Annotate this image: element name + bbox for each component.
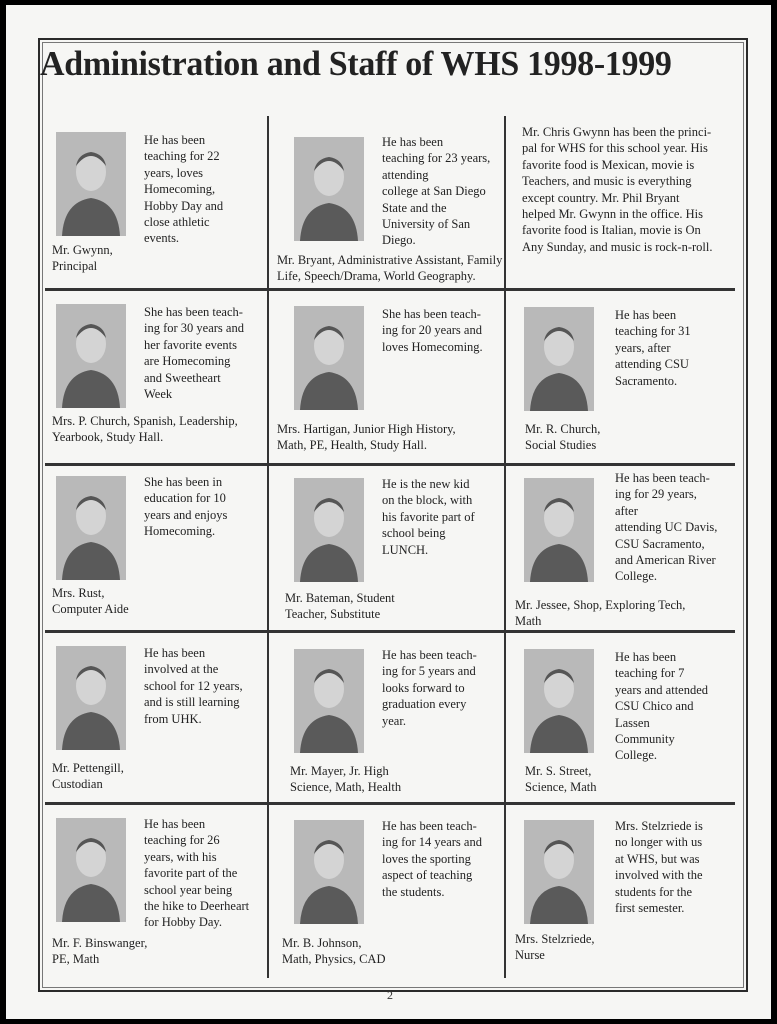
staff-bio bbox=[382, 818, 482, 900]
staff-bio bbox=[522, 124, 712, 255]
bio-line: involved at the bbox=[144, 662, 219, 677]
bio-line: Homecoming. bbox=[144, 524, 216, 539]
staff-name bbox=[277, 252, 502, 285]
staff-name bbox=[525, 421, 600, 454]
bio-line: Mrs. Stelzriede is bbox=[615, 819, 703, 833]
portrait-photo bbox=[56, 646, 126, 750]
bio-line: He has been bbox=[144, 133, 206, 147]
name-line: Nurse bbox=[515, 948, 545, 963]
bio-line: ing for 29 years, bbox=[615, 487, 697, 502]
bio-line: favorite food is Italian, movie is On bbox=[522, 223, 701, 238]
bio-line: CSU Chico and bbox=[615, 699, 694, 714]
portrait-photo bbox=[56, 818, 126, 922]
bio-line: He has been bbox=[382, 135, 444, 149]
bio-line: years and enjoys bbox=[144, 507, 228, 522]
bio-line: Mr. Chris Gwynn has been the princi- bbox=[522, 125, 712, 139]
page-number: 2 bbox=[387, 988, 393, 1002]
bio-line: aspect of teaching bbox=[382, 868, 473, 883]
bio-line: Any Sunday, and music is rock-n-roll. bbox=[522, 239, 713, 254]
bio-line: Diego. bbox=[382, 233, 416, 248]
staff-bio bbox=[144, 816, 249, 931]
name-line: Science, Math bbox=[525, 780, 597, 795]
bio-line: State and the bbox=[382, 200, 447, 215]
bio-line: Lassen bbox=[615, 715, 650, 730]
staff-name bbox=[515, 597, 685, 630]
bio-line: the hike to Deerheart bbox=[144, 899, 250, 914]
bio-line: He has been teach- bbox=[382, 819, 477, 833]
bio-line: LUNCH. bbox=[382, 542, 429, 557]
portrait-photo bbox=[294, 306, 364, 410]
portrait-photo bbox=[294, 649, 364, 753]
name-line: Mr. F. Binswanger, bbox=[52, 936, 148, 950]
bio-line: and Sweetheart bbox=[144, 370, 221, 385]
staff-bio bbox=[382, 476, 475, 558]
bio-line: He has been bbox=[144, 817, 206, 831]
bio-line: Teachers, and music is everything bbox=[522, 174, 692, 189]
bio-line: He has been teach- bbox=[382, 648, 477, 662]
bio-line: ing for 14 years and bbox=[382, 835, 482, 850]
bio-line: her favorite events bbox=[144, 337, 238, 352]
row-divider bbox=[45, 630, 735, 633]
bio-line: College. bbox=[615, 748, 658, 763]
page-title: Administration and Staff of WHS 1998-1999 bbox=[40, 44, 672, 83]
staff-bio bbox=[144, 132, 223, 247]
bio-line: from UHK. bbox=[144, 711, 202, 726]
bio-line: students for the bbox=[615, 884, 693, 899]
name-line: Mr. Bateman, Student bbox=[285, 591, 395, 605]
bio-line: teaching for 7 bbox=[615, 666, 685, 681]
bio-line: for Hobby Day. bbox=[144, 915, 222, 930]
name-line: Mr. B. Johnson, bbox=[282, 936, 362, 950]
staff-name bbox=[290, 763, 401, 796]
bio-line: attending bbox=[382, 167, 429, 182]
staff-bio bbox=[615, 649, 708, 764]
bio-line: He is the new kid bbox=[382, 477, 470, 491]
staff-bio bbox=[382, 647, 477, 729]
portrait-photo bbox=[524, 307, 594, 411]
portrait-photo bbox=[524, 649, 594, 753]
bio-line: teaching for 26 bbox=[144, 833, 220, 848]
staff-bio bbox=[382, 134, 490, 249]
name-line: Teacher, Substitute bbox=[285, 607, 381, 622]
bio-line: on the block, with bbox=[382, 493, 473, 508]
bio-line: University of San bbox=[382, 217, 471, 232]
bio-line: favorite food is Mexican, movie is bbox=[522, 157, 695, 172]
bio-line: ing for 20 years and bbox=[382, 323, 482, 338]
row-divider bbox=[45, 802, 735, 805]
bio-line: education for 10 bbox=[144, 491, 226, 506]
name-line: Yearbook, Study Hall. bbox=[52, 430, 164, 445]
bio-line: ing for 30 years and bbox=[144, 321, 244, 336]
name-line: Custodian bbox=[52, 777, 103, 792]
bio-line: She has been in bbox=[144, 475, 223, 489]
name-line: Mr. Pettengill, bbox=[52, 761, 124, 775]
name-line: Life, Speech/Drama, World Geography. bbox=[277, 269, 476, 284]
bio-line: He has been bbox=[615, 650, 677, 664]
staff-name bbox=[52, 935, 147, 968]
bio-line: school year being bbox=[144, 882, 233, 897]
bio-line: ing for 5 years and bbox=[382, 664, 476, 679]
bio-line: years, loves bbox=[144, 165, 204, 180]
bio-line: teaching for 22 bbox=[144, 149, 220, 164]
row-divider bbox=[45, 288, 735, 291]
portrait-photo bbox=[56, 476, 126, 580]
bio-line: attending UC Davis, bbox=[615, 520, 718, 535]
bio-line: first semester. bbox=[615, 901, 685, 916]
bio-line: Sacramento. bbox=[615, 373, 678, 388]
name-line: Science, Math, Health bbox=[290, 780, 402, 795]
bio-line: his favorite part of bbox=[382, 509, 475, 524]
bio-line: no longer with us bbox=[615, 835, 703, 850]
name-line: Mrs. Rust, bbox=[52, 586, 105, 600]
portrait-photo bbox=[56, 304, 126, 408]
name-line: Social Studies bbox=[525, 438, 597, 453]
staff-bio bbox=[144, 645, 243, 727]
staff-name bbox=[277, 421, 456, 454]
column-divider bbox=[504, 116, 506, 978]
bio-line: CSU Sacramento, bbox=[615, 536, 705, 551]
name-line: Mr. S. Street, bbox=[525, 764, 592, 778]
name-line: Math bbox=[515, 614, 542, 629]
bio-line: involved with the bbox=[615, 868, 703, 883]
bio-line: She has been teach- bbox=[144, 305, 243, 319]
staff-bio bbox=[615, 307, 691, 389]
staff-name bbox=[525, 763, 597, 796]
name-line: Mr. Jessee, Shop, Exploring Tech, bbox=[515, 598, 686, 612]
staff-name bbox=[52, 242, 113, 275]
staff-bio bbox=[615, 818, 703, 916]
name-line: Principal bbox=[52, 259, 98, 274]
name-line: PE, Math bbox=[52, 952, 100, 967]
name-line: Mrs. Hartigan, Junior High History, bbox=[277, 422, 456, 436]
bio-line: She has been teach- bbox=[382, 307, 481, 321]
bio-line: teaching for 23 years, bbox=[382, 151, 491, 166]
staff-name bbox=[52, 760, 124, 793]
bio-line: Week bbox=[144, 387, 173, 402]
bio-line: and American River bbox=[615, 553, 716, 568]
row-divider bbox=[45, 463, 735, 466]
bio-line: events. bbox=[144, 231, 180, 246]
bio-line: teaching for 31 bbox=[615, 324, 691, 339]
bio-line: loves Homecoming. bbox=[382, 339, 483, 354]
name-line: Mr. Bryant, Administrative Assistant, Family bbox=[277, 253, 503, 267]
column-divider bbox=[267, 116, 269, 978]
bio-line: at WHS, but was bbox=[615, 851, 700, 866]
bio-line: school being bbox=[382, 526, 446, 541]
name-line: Mr. R. Church, bbox=[525, 422, 601, 436]
bio-line: attending CSU bbox=[615, 357, 689, 372]
staff-bio bbox=[144, 474, 227, 540]
bio-line: are Homecoming bbox=[144, 354, 231, 369]
portrait-photo bbox=[524, 820, 594, 924]
portrait-photo bbox=[524, 478, 594, 582]
bio-line: except country. Mr. Phil Bryant bbox=[522, 190, 680, 205]
bio-line: pal for WHS for this school year. His bbox=[522, 141, 708, 156]
bio-line: years, with his bbox=[144, 849, 217, 864]
bio-line: close athletic bbox=[144, 215, 210, 230]
name-line: Mrs. P. Church, Spanish, Leadership, bbox=[52, 414, 238, 428]
bio-line: helped Mr. Gwynn in the office. His bbox=[522, 207, 703, 222]
bio-line: He has been bbox=[615, 308, 677, 322]
portrait-photo bbox=[56, 132, 126, 236]
name-line: Math, PE, Health, Study Hall. bbox=[277, 438, 427, 453]
staff-bio bbox=[144, 304, 244, 402]
bio-line: graduation every bbox=[382, 697, 467, 712]
portrait-photo bbox=[294, 820, 364, 924]
bio-line: and is still learning bbox=[144, 695, 240, 710]
bio-line: He has been teach- bbox=[615, 471, 710, 485]
staff-name bbox=[515, 931, 595, 964]
name-line: Mr. Gwynn, bbox=[52, 243, 113, 257]
portrait-photo bbox=[294, 478, 364, 582]
bio-line: years and attended bbox=[615, 682, 709, 697]
staff-bio bbox=[382, 306, 483, 355]
staff-name bbox=[52, 413, 238, 446]
bio-line: loves the sporting bbox=[382, 851, 471, 866]
staff-name bbox=[52, 585, 129, 618]
bio-line: college at San Diego bbox=[382, 184, 486, 199]
bio-line: years, after bbox=[615, 340, 671, 355]
staff-name bbox=[285, 590, 395, 623]
bio-line: looks forward to bbox=[382, 680, 465, 695]
bio-line: He has been bbox=[144, 646, 206, 660]
portrait-photo bbox=[294, 137, 364, 241]
bio-line: school for 12 years, bbox=[144, 678, 243, 693]
bio-line: Community bbox=[615, 732, 675, 747]
name-line: Math, Physics, CAD bbox=[282, 952, 386, 967]
bio-line: College. bbox=[615, 569, 658, 584]
bio-line: favorite part of the bbox=[144, 866, 238, 881]
name-line: Mrs. Stelzriede, bbox=[515, 932, 595, 946]
bio-line: Hobby Day and bbox=[144, 198, 224, 213]
name-line: Mr. Mayer, Jr. High bbox=[290, 764, 389, 778]
bio-line: year. bbox=[382, 713, 406, 728]
bio-line: the students. bbox=[382, 884, 445, 899]
staff-name bbox=[282, 935, 385, 968]
bio-line: after bbox=[615, 503, 638, 518]
bio-line: Homecoming, bbox=[144, 182, 216, 197]
name-line: Computer Aide bbox=[52, 602, 129, 617]
staff-bio bbox=[615, 470, 717, 585]
